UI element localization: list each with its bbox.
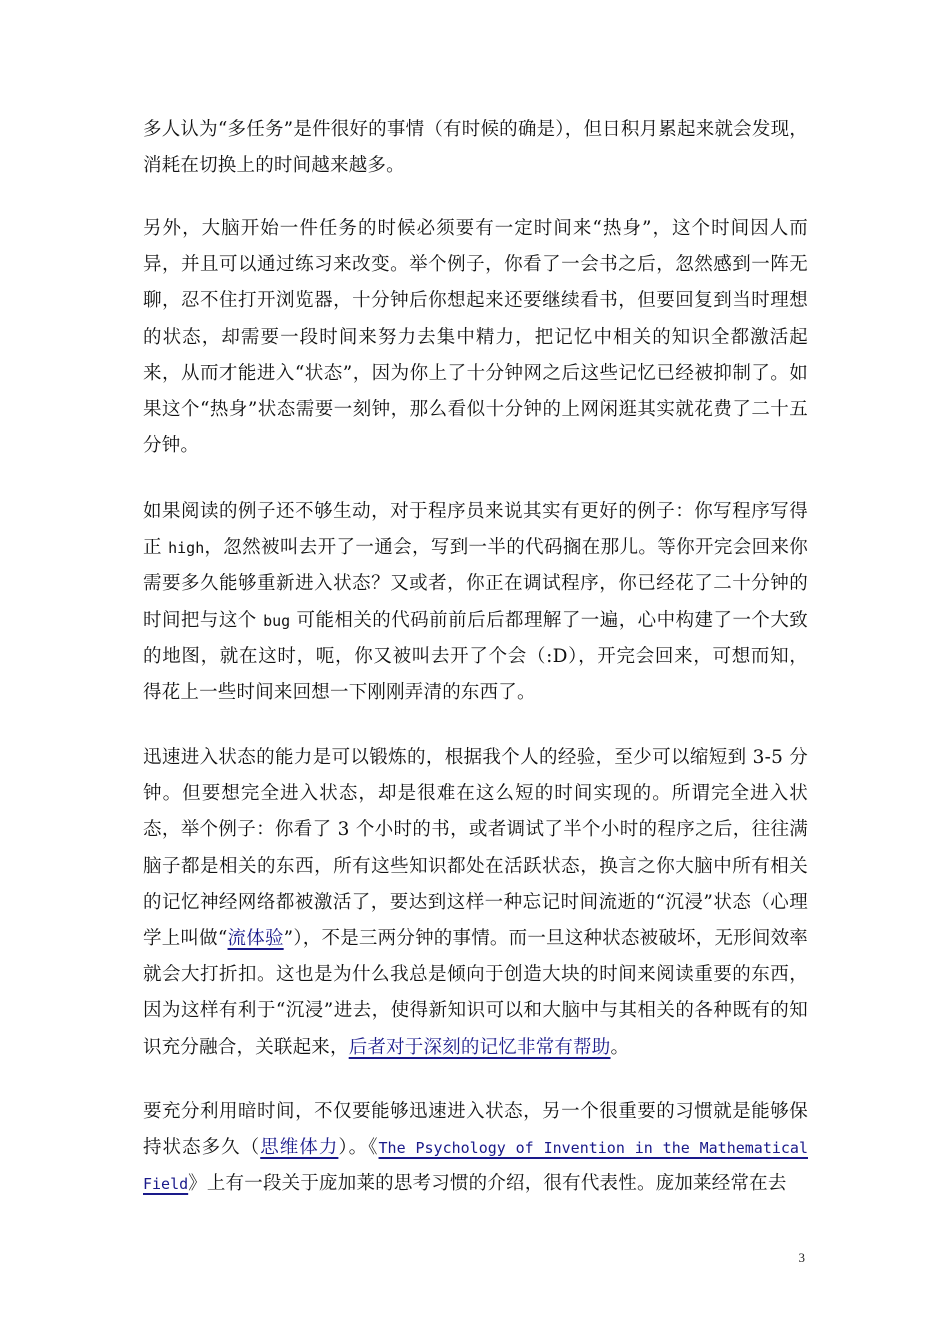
- paragraph-multitasking: [143, 112, 808, 184]
- paragraph-immersion: [143, 740, 808, 1066]
- paragraph-text: ，忽然被叫去开了一通会，写到一半的代码搁在那儿。等你开完会回来你需要多久能够重新进入状态？又或者，你正在调试程序，你已经花了二十分钟的时间把与这个: [143, 537, 809, 631]
- link-deep-memory[interactable]: 后者对于深刻的记忆非常有帮助: [348, 1036, 611, 1058]
- paragraph-text: 可能相关的代码前前后后都理解了一遍，心中构建了一个大致的地图，就在这时，呃，你又被叫去开了个会（:D），开完会回来，可想而知，得花上一些时间来回想一下刚刚弄清的东西了。: [143, 609, 809, 704]
- link-book-title[interactable]: The Psychology of Invention in the Mathematical Field: [143, 1139, 808, 1194]
- paragraph-text: 。: [610, 1036, 630, 1058]
- paragraph-text: 》上有一段关于庞加莱的思考习惯的介绍，很有代表性。庞加莱经常在去: [188, 1173, 787, 1195]
- paragraph-text: 要充分利用暗时间，不仅要能够迅速进入状态，另一个很重要的习惯就是能够保持状态多久（: [143, 1101, 808, 1159]
- link-mental-stamina[interactable]: 思维体力: [260, 1137, 339, 1159]
- page-number: 3: [798, 1250, 805, 1265]
- paragraph-text: 另外，大脑开始一件任务的时候必须要有一定时间来“热身”，这个时间因人而异，并且可以通过练习来改变。举个例子，你看了一会书之后，忽然感到一阵无聊，忍不住打开浏览器，十分钟后你想起来还要继续看书，但要回复到当时理想的状态，却需要一段时间来努力去集中精力，把记忆中相关的知识全都激活起来，从而才能进入“状态”，因为你上了十分钟网之后这些记忆已经被抑制了。如果这个“热身”状态需要一刻钟，那么看似十分钟的上网闲逛其实就花费了二十五分钟。: [143, 218, 808, 457]
- paragraph-text: ）。《: [338, 1137, 379, 1159]
- inline-code-bug: bug: [263, 611, 291, 630]
- paragraph-text: 如果阅读的例子还不够生动，对于程序员来说其实有更好的例子：你写程序写得正: [143, 501, 808, 559]
- paragraph-text: 多人认为“多任务”是件很好的事情（有时候的确是），但日积月累起来就会发现，消耗在切换上的时间越来越多。: [143, 119, 808, 177]
- paragraph-programmer-example: [143, 494, 808, 711]
- paragraph-text: 迅速进入状态的能力是可以锻炼的，根据我个人的经验，至少可以缩短到 3-5 分钟。但要想完全进入状态，却是很难在这么短的时间实现的。所谓完全进入状态，举个例子：你看了 3 个小时的书，或者调试了半个小时的程序之后，往往满脑子都是相关的东西，所有这些知识都处在活跃状态，换言之你大脑中所有相关的记忆神经网络都被激活了，要达到这样一种忘记时间流逝的“沉浸”状态（心理学上叫做“: [143, 747, 808, 950]
- paragraph-warmup: [143, 211, 808, 464]
- paragraph-text: ”），不是三两分钟的事情。而一旦这种状态被破坏，无形间效率就会大打折扣。这也是为什么我总是倾向于创造大块的时间来阅读重要的东西，因为这样有利于“沉浸”进去，使得新知识可以和大脑中与其相关的各种既有的知识充分融合，关联起来，: [143, 928, 808, 1058]
- paragraph-mental-stamina: [143, 1094, 808, 1203]
- link-flow-experience[interactable]: 流体验: [227, 928, 284, 950]
- inline-code-high: high: [168, 539, 205, 558]
